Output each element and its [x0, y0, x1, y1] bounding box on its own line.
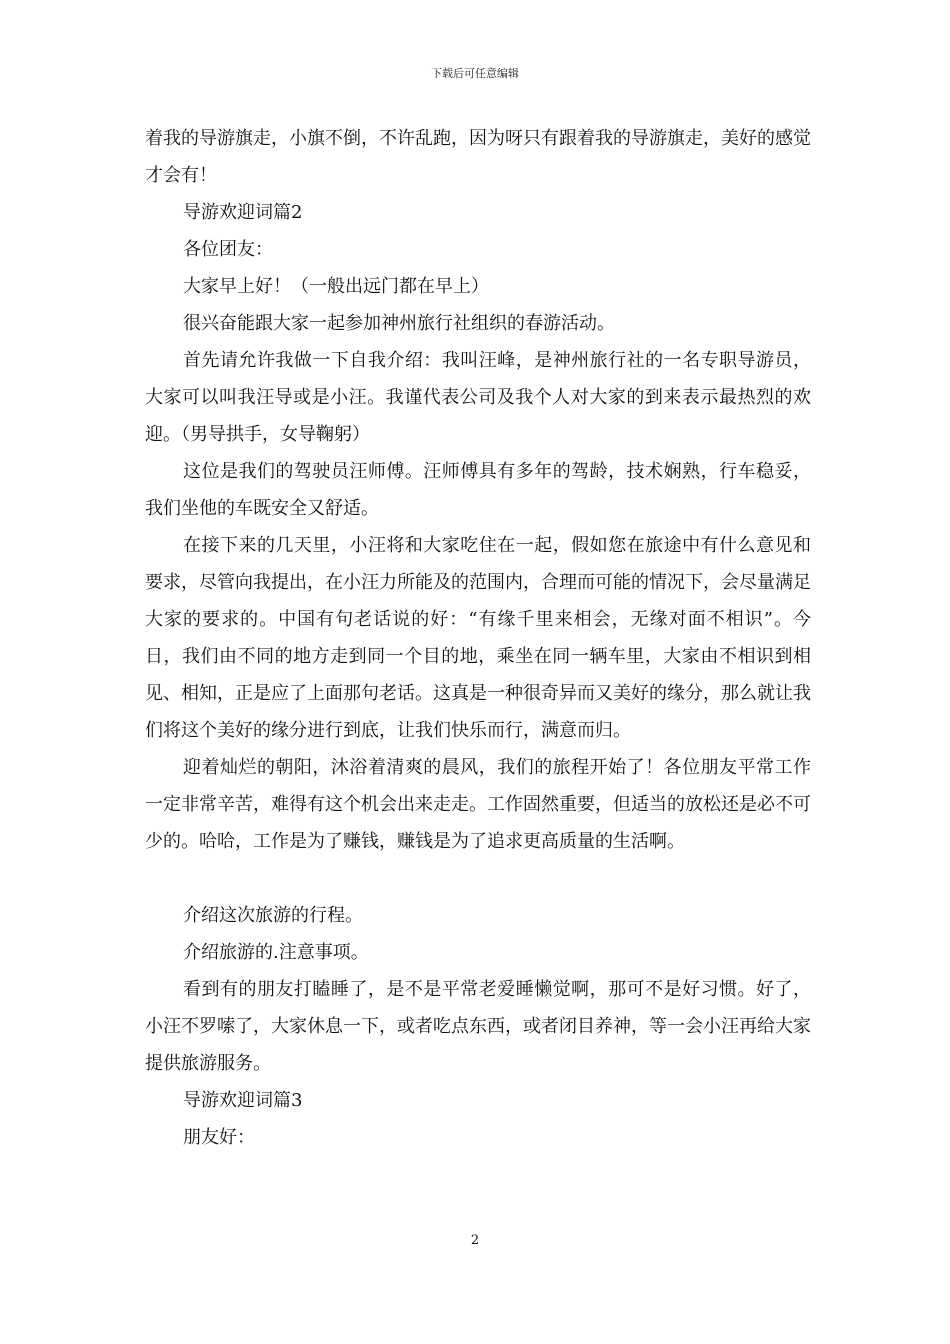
- salutation: 各位团友：: [183, 239, 273, 260]
- paragraph: 首先请允许我做一下自我介绍：我叫汪峰，是神州旅行社的一名专职导游员，大家可以叫我汪导或是小汪。我谨代表公司及我个人对大家的到来表示最热烈的欢迎。（男导拱手，女导鞠躬）: [145, 350, 811, 445]
- document-body: [145, 120, 811, 1156]
- blank-line: [145, 860, 811, 897]
- paragraph: 很兴奋能跟大家一起参加神州旅行社组织的春游活动。: [183, 313, 615, 334]
- page-number: 2: [470, 1233, 480, 1248]
- paragraph: 这位是我们的驾驶员汪师傅。汪师傅具有多年的驾龄，技术娴熟，行车稳妥，我们坐他的车既安全又舒适。: [145, 461, 811, 519]
- paragraph: 在接下来的几天里，小汪将和大家吃住在一起，假如您在旅途中有什么意见和要求，尽管向我提出，在小汪力所能及的范围内，合理而可能的情况下，会尽量满足大家的要求的。中国有句老话说的好：“有缘千里来相会，无缘对面不相识”。今日，我们由不同的地方走到同一个目的地，乘坐在同一辆车里，大家由不相识到相见、相知，正是应了上面那句老话。这真是一种很奇异而又美好的缘分，那么就让我们将这个美好的缘分进行到底，让我们快乐而行，满意而归。: [145, 535, 811, 741]
- paragraph: 介绍旅游的.注意事项。: [183, 942, 369, 963]
- page-header: 下载后可任意编辑: [431, 67, 519, 80]
- greeting-line: 大家早上好！（一般出远门都在早上）: [183, 276, 489, 297]
- paragraph-continuation: 着我的导游旗走，小旗不倒，不许乱跑，因为呀只有跟着我的导游旗走，美好的感觉才会有！: [145, 128, 811, 186]
- salutation: 朋友好：: [183, 1127, 255, 1148]
- paragraph: 迎着灿烂的朝阳，沐浴着清爽的晨风，我们的旅程开始了！各位朋友平常工作一定非常辛苦，难得有这个机会出来走走。工作固然重要，但适当的放松还是必不可少的。哈哈，工作是为了赚钱，赚钱是为了追求更高质量的生活啊。: [145, 757, 811, 852]
- section-heading: 导游欢迎词篇3: [183, 1090, 303, 1111]
- paragraph: 介绍这次旅游的行程。: [183, 905, 363, 926]
- section-heading: 导游欢迎词篇2: [183, 202, 303, 223]
- paragraph: 看到有的朋友打瞌睡了，是不是平常老爱睡懒觉啊，那可不是好习惯。好了，小汪不罗嗦了，大家休息一下，或者吃点东西，或者闭目养神，等一会小汪再给大家提供旅游服务。: [145, 979, 811, 1074]
